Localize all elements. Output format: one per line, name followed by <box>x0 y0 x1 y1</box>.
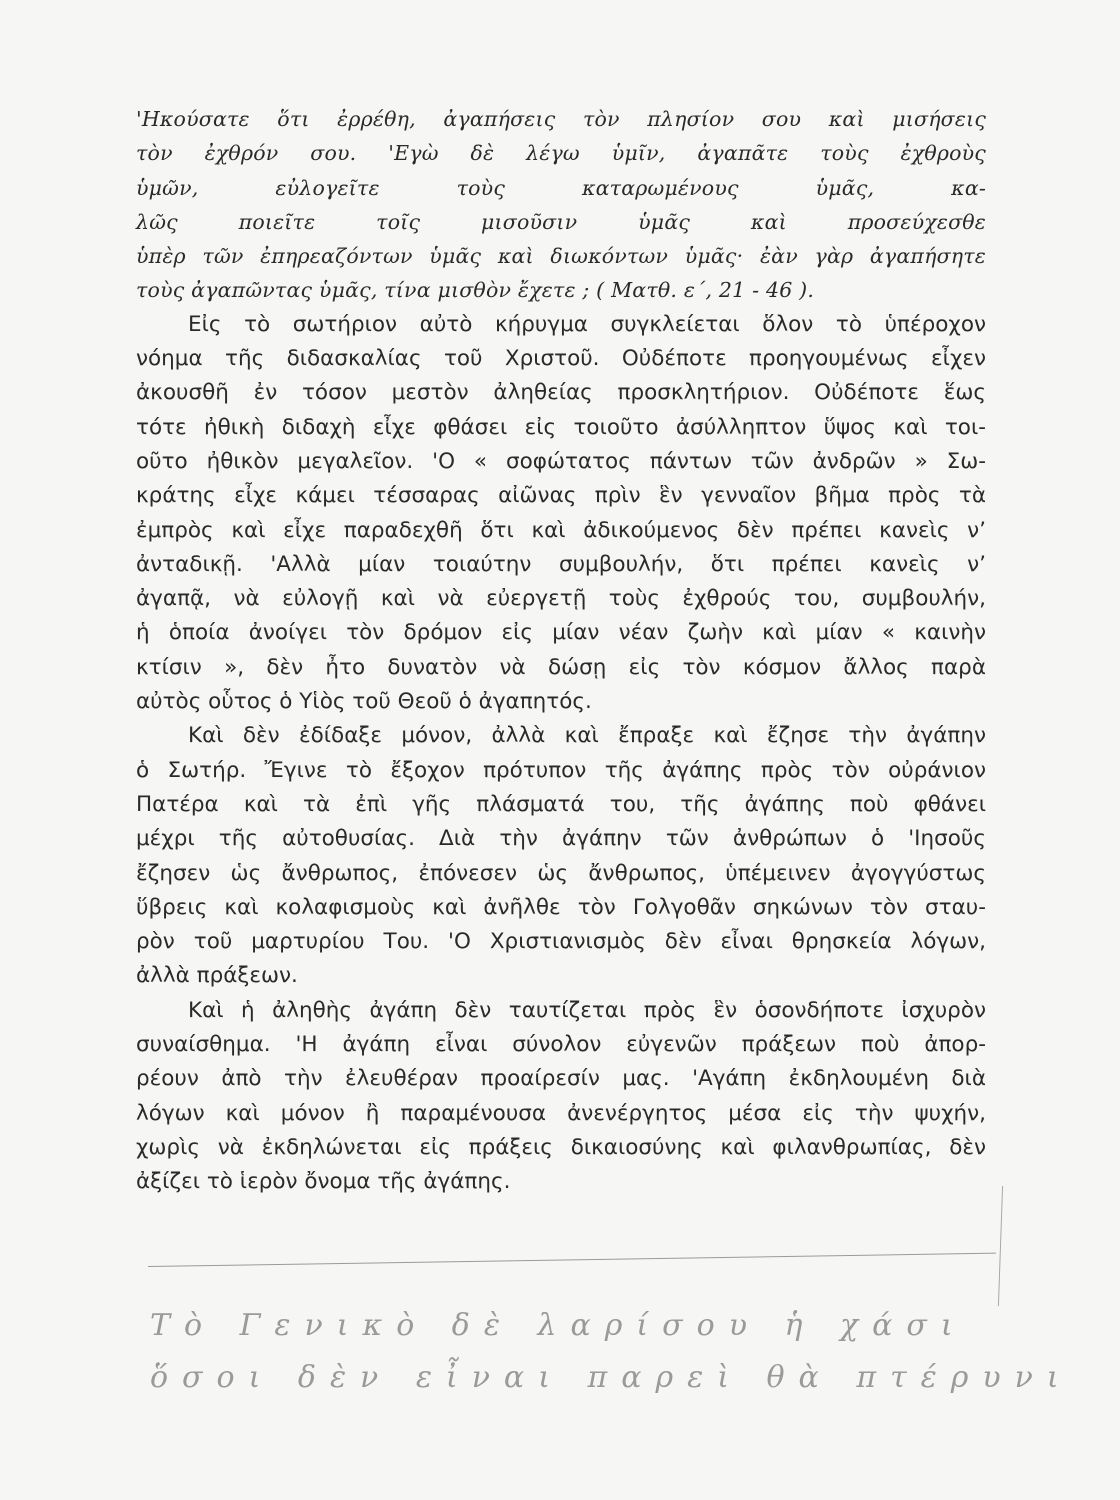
paragraph-start-line: Εἰς τὸ σωτήριον αὐτὸ κήρυγμα συγκλείεται ὅλον τὸ ὑπέροχον <box>188 311 986 337</box>
paragraph-start-line: Καὶ ἡ ἀληθὴς ἀγάπη δὲν ταυτίζεται πρὸς ἓν ὁσονδήποτε ἰσχυρὸν <box>188 997 986 1023</box>
text-line: ἡ ὁποία ἀνοίγει τὸν δρόμον εἰς μίαν νέαν ζωὴν καὶ μίαν « καινὴν <box>136 620 986 646</box>
text-line: συναίσθημα. 'Η ἀγάπη εἶναι σύνολον εὐγενῶν πράξεων ποὺ ἀπορ- <box>136 1032 986 1058</box>
paragraph-start-line: Καὶ δὲν ἐδίδαξε μόνον, ἀλλὰ καὶ ἔπραξε καὶ ἔζησε τὴν ἀγάπην <box>188 723 986 749</box>
text-line: ἐμπρὸς καὶ εἶχε παραδεχθῆ ὅτι καὶ ἀδικούμενος δὲν πρέπει κανεὶς ν’ <box>136 517 986 543</box>
pencil-margin-line <box>998 1186 1003 1306</box>
text-line: Πατέρα καὶ τὰ ἐπὶ γῆς πλάσματά του, τῆς ἀγάπης ποὺ φθάνει <box>136 791 986 817</box>
text-line: ὑπὲρ τῶν ἐπηρεαζόντων ὑμᾶς καὶ διωκόντων ὑμᾶς· ἐὰν γὰρ ἀγαπήσητε <box>136 244 986 269</box>
text-line: ἀλλὰ πράξεων. <box>136 963 298 989</box>
pencil-divider-line <box>148 1253 996 1267</box>
text-line: νόημα τῆς διδασκαλίας τοῦ Χριστοῦ. Οὐδέποτε προηγουμένως εἶχεν <box>136 346 986 372</box>
text-line: ἀγαπᾷ, νὰ εὐλογῇ καὶ νὰ εὐεργετῇ τοὺς ἐχθρούς του, συμβουλήν, <box>136 586 986 612</box>
text-line: ὑμῶν, εὐλογεῖτε τοὺς καταρωμένους ὑμᾶς, κα- <box>136 175 986 200</box>
text-line: τοὺς ἀγαπῶντας ὑμᾶς, τίνα μισθὸν ἔχετε ; ( Ματθ. ε΄, 21 - 46 ). <box>136 278 815 303</box>
handwritten-note <box>150 1300 1073 1404</box>
text-line: ἀξίζει τὸ ἱερὸν ὄνομα τῆς ἀγάπης. <box>136 1169 511 1195</box>
handwritten-line: Τὸ Γενικὸ δὲ λαρίσου ἡ χάσι <box>150 1308 967 1343</box>
text-line: λῶς ποιεῖτε τοῖς μισοῦσιν ὑμᾶς καὶ προσεύχεσθε <box>136 209 986 234</box>
text-line: αὐτὸς οὗτος ὁ Υἱὸς τοῦ Θεοῦ ὁ ἀγαπητός. <box>136 689 592 715</box>
text-line: ὕβρεις καὶ κολαφισμοὺς καὶ ἀνῆλθε τὸν Γολγοθᾶν σηκώνων τὸν σταυ- <box>136 894 986 920</box>
text-line: λόγων καὶ μόνον ἢ παραμένουσα ἀνενέργητος μέσα εἰς τὴν ψυχήν, <box>136 1100 986 1126</box>
text-line: χωρὶς νὰ ἐκδηλώνεται εἰς πράξεις δικαιοσύνης καὶ φιλανθρωπίας, δὲν <box>136 1134 986 1160</box>
handwritten-line: ὅσοι δὲν εἶναι παρεὶ θὰ πτέρυνι <box>150 1360 1073 1395</box>
text-line: μέχρι τῆς αὐτοθυσίας. Διὰ τὴν ἀγάπην τῶν ἀνθρώπων ὁ 'Ιησοῦς <box>136 826 986 852</box>
text-line: ρέουν ἀπὸ τὴν ἐλευθέραν προαίρεσίν μας. 'Αγάπη ἐκδηλουμένη διὰ <box>136 1066 986 1092</box>
text-line: τὸν ἐχθρόν σου. 'Εγὼ δὲ λέγω ὑμῖν, ἀγαπᾶτε τοὺς ἐχθροὺς <box>136 141 986 166</box>
text-line: ἀνταδικῇ. 'Αλλὰ μίαν τοιαύτην συμβουλήν, ὅτι πρέπει κανεὶς ν’ <box>136 551 986 577</box>
text-line: 'Ηκούσατε ὅτι ἐρρέθη, ἀγαπήσεις τὸν πλησίον σου καὶ μισήσεις <box>136 107 986 131</box>
text-line: κτίσιν », δὲν ἦτο δυνατὸν νὰ δώσῃ εἰς τὸν κόσμον ἄλλος παρὰ <box>136 654 986 680</box>
text-line: ἀκουσθῆ ἐν τόσον μεστὸν ἀληθείας προσκλητήριον. Οὐδέποτε ἕως <box>136 380 986 406</box>
body-text <box>136 102 986 1200</box>
text-line: ρὸν τοῦ μαρτυρίου Του. 'Ο Χριστιανισμὸς δὲν εἶναι θρησκεία λόγων, <box>136 929 986 955</box>
text-line: ἔζησεν ὡς ἄνθρωπος, ἐπόνεσεν ὡς ἄνθρωπος, ὑπέμεινεν ἀγογγύστως <box>136 860 986 886</box>
text-line: τότε ἠθικὴ διδαχὴ εἶχε φθάσει εἰς τοιοῦτο ἀσύλληπτον ὕψος καὶ τοι- <box>136 414 986 440</box>
text-line: κράτης εἶχε κάμει τέσσαρας αἰῶνας πρὶν ἓν γενναῖον βῆμα πρὸς τὰ <box>136 483 986 509</box>
text-line: ὁ Σωτήρ. Ἔγινε τὸ ἔξοχον πρότυπον τῆς ἀγάπης πρὸς τὸν οὐράνιον <box>136 757 986 783</box>
text-line: οῦτο ἠθικὸν μεγαλεῖον. 'Ο « σοφώτατος πάντων τῶν ἀνδρῶν » Σω- <box>136 448 986 474</box>
